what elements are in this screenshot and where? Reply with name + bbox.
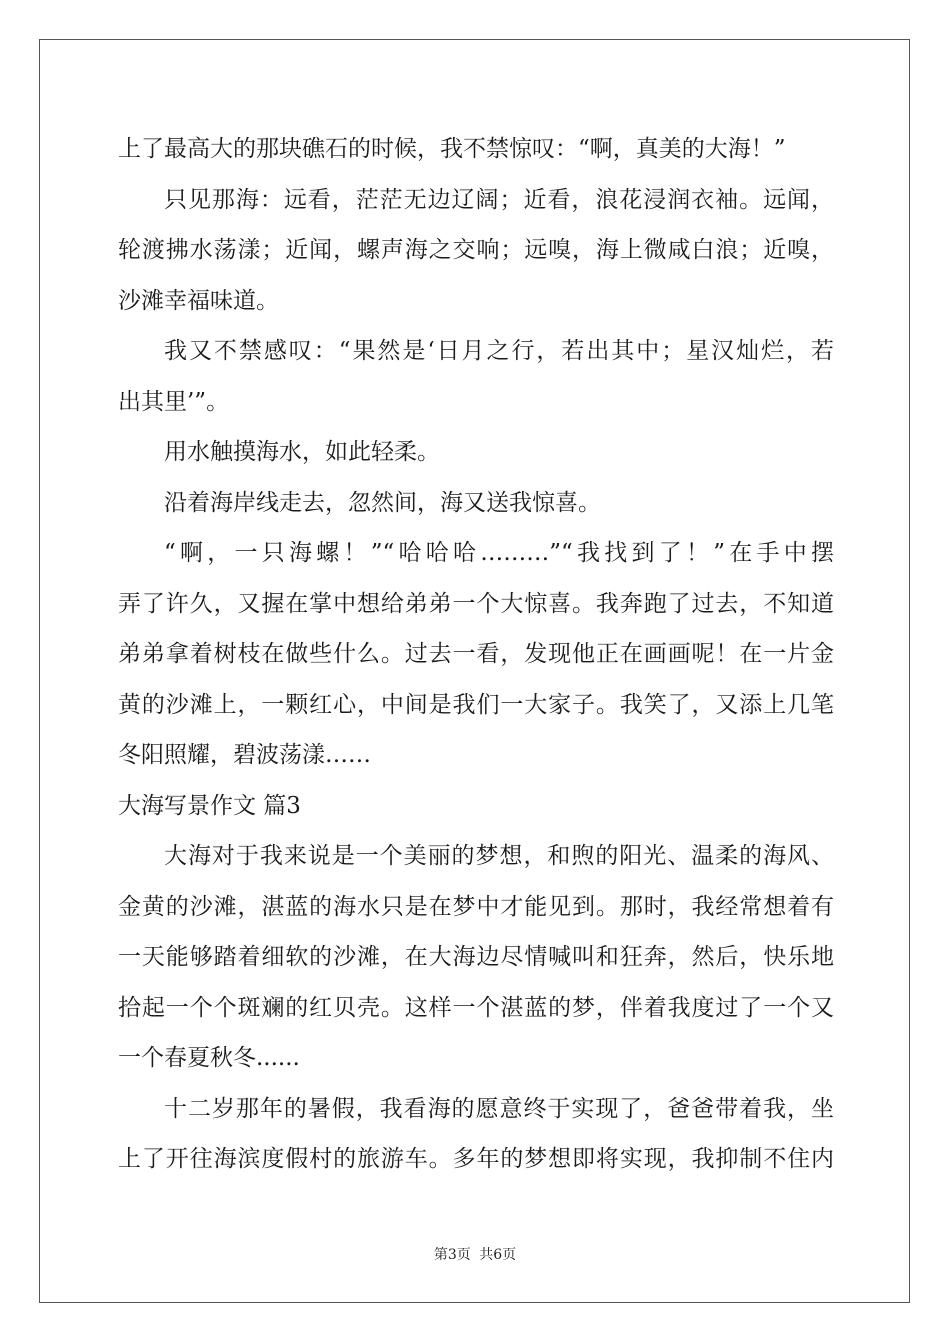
text-line: 轮渡拂水荡漾；近闻，螺声海之交响；远嗅，海上微咸白浪；近嗅， xyxy=(118,237,834,263)
text-line: 大海对于我来说是一个美丽的梦想，和煦的阳光、温柔的海风、 xyxy=(164,843,834,869)
text-line: 上了开往海滨度假村的旅游车。多年的梦想即将实现，我抑制不住内 xyxy=(118,1146,834,1172)
text-line: 弄了许久，又握在掌中想给弟弟一个大惊喜。我奔跑了过去，不知道 xyxy=(118,590,834,617)
text-line: 黄的沙滩上，一颗红心，中间是我们一大家子。我笑了，又添上几笔 xyxy=(118,691,834,718)
text-line: “啊，一只海螺！”“哈哈哈………”“我找到了！”在手中摆 xyxy=(164,540,834,566)
page-total: 共6页 xyxy=(479,1247,517,1263)
text-line: 我又不禁感叹：“果然是‘日月之行，若出其中；星汉灿烂，若 xyxy=(164,338,834,364)
text-line: 沿着海岸线走去，忽然间，海又送我惊喜。 xyxy=(164,489,601,516)
text-line: 十二岁那年的暑假，我看海的愿意终于实现了，爸爸带着我，坐 xyxy=(164,1095,834,1122)
text-line: 一天能够踏着细软的沙滩，在大海边尽情喊叫和狂奔，然后，快乐地 xyxy=(118,944,834,970)
document-body xyxy=(118,124,834,1185)
text-line: 金黄的沙滩，湛蓝的海水只是在梦中才能见到。那时，我经常想着有 xyxy=(118,893,834,920)
text-line: 大海写景作文 篇3 xyxy=(118,792,301,819)
text-line: 沙滩幸福味道。 xyxy=(118,287,279,314)
text-line: 拾起一个个斑斓的红贝壳。这样一个湛蓝的梦，伴着我度过了一个又 xyxy=(118,994,834,1021)
page-footer xyxy=(0,1244,950,1264)
page-number: 第3页 xyxy=(433,1247,471,1263)
text-line: 用水触摸海水，如此轻柔。 xyxy=(164,439,440,465)
text-line: 上了最高大的那块礁石的时候，我不禁惊叹：“啊，真美的大海！” xyxy=(118,136,786,162)
text-line: 出其里’”。 xyxy=(118,388,230,415)
text-line: 只见那海：远看，茫茫无边辽阔；近看，浪花浸润衣袖。远闻， xyxy=(164,186,834,213)
text-line: 一个春夏秋冬...... xyxy=(118,1045,300,1071)
text-line: 冬阳照耀，碧波荡漾…… xyxy=(118,742,371,768)
text-line: 弟弟拿着树枝在做些什么。过去一看，发现他正在画画呢！在一片金 xyxy=(118,641,834,667)
